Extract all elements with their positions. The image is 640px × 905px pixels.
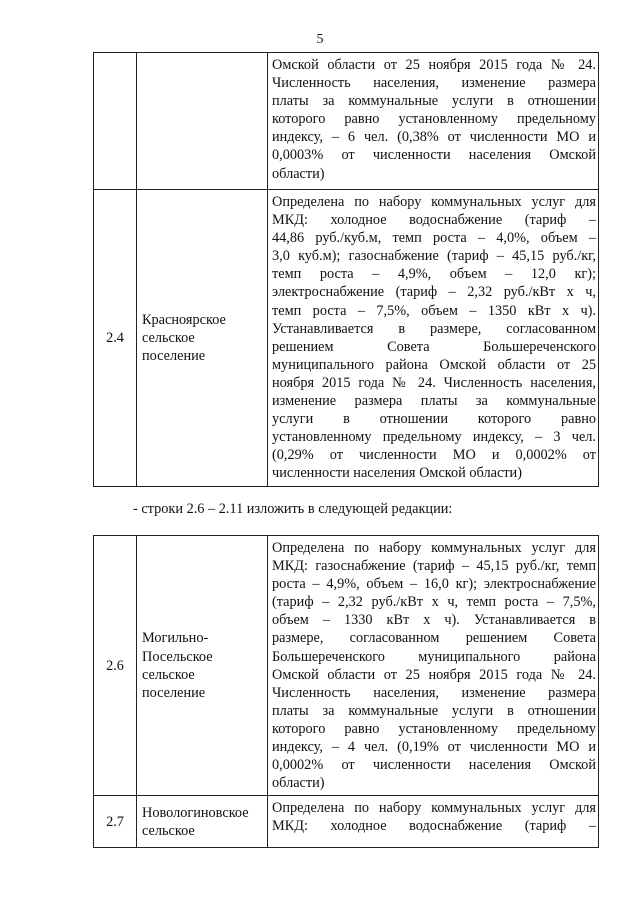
description-line: муниципального района Омской области от 25 (272, 356, 596, 373)
description-line: объем – 1330 кВт х ч). Устанавливается в (272, 612, 596, 629)
description-line: Устанавливается в размере, согласованном (272, 320, 596, 337)
description-line: 3,0 куб.м); газоснабжение (тариф – 45,15 руб./кг, (272, 248, 596, 265)
description-line: платы за коммунальные услуги в отношении (272, 93, 596, 110)
description-line: которого равно установленному предельному (272, 111, 596, 128)
description-line: Численность населения, изменение размера (272, 684, 596, 701)
description-line: области) (272, 165, 325, 182)
description-cell (268, 536, 599, 796)
table-row-continuation (94, 53, 599, 190)
page-number: 5 (316, 32, 324, 47)
description-line: индексу, – 4 чел. (0,19% от численности МО и (272, 739, 596, 756)
settlement-name-cell (137, 536, 268, 796)
description-line: Численность населения, изменение размера (272, 75, 596, 92)
settlement-name-line: поселение (142, 347, 206, 364)
description-line: темп роста – 7,5%, объем – 1350 кВт х ч). (272, 302, 596, 319)
municipal-table-top (93, 52, 599, 487)
description-line: Определена по набору коммунальных услуг для (272, 194, 596, 210)
row-number-cell: 2.7 (94, 796, 137, 848)
description-line: решением Совета Большереченского (272, 338, 596, 355)
table-row-2-4 (94, 190, 599, 487)
municipal-table-bottom (93, 535, 599, 848)
description-line: роста – 4,9%, объем – 16,0 кг); электроснабжение (272, 576, 596, 593)
row-number-cell: 2.6 (94, 536, 137, 796)
description-line: численности населения Омской области) (272, 465, 522, 482)
description-line: индексу, – 6 чел. (0,38% от численности МО и (272, 129, 596, 146)
description-line: платы за коммунальные услуги в отношении (272, 702, 596, 719)
description-line: МКД: газоснабжение (тариф – 45,15 руб./кг, темп (272, 558, 596, 575)
description-line: темп роста – 4,9%, объем – 12,0 кг); (272, 266, 596, 283)
description-cell (268, 796, 599, 848)
settlement-name-cell (137, 796, 268, 848)
description-line: МКД: холодное водоснабжение (тариф – (272, 818, 596, 835)
settlement-name-line: сельское (142, 822, 195, 839)
description-line: Большереченского муниципального района (272, 648, 596, 665)
description-line: Омской области от 25 ноября 2015 года № 24. (272, 666, 596, 683)
settlement-name-line: Новологиновское (142, 804, 249, 821)
table-row-2-7 (94, 796, 599, 848)
description-line: размере, согласованном решением Совета (272, 630, 596, 647)
description-line: Определена по набору коммунальных услуг для (272, 800, 596, 817)
description-line: которого равно установленному предельному (272, 720, 596, 737)
settlement-name-cell (137, 190, 268, 487)
settlement-name-line: поселение (142, 684, 206, 701)
settlement-name-line: сельское (142, 329, 195, 346)
settlement-name-line: Могильно- (142, 630, 209, 647)
row-number-cell: 2.4 (94, 190, 137, 487)
description-line: (0,29% от численности МО и 0,0002% от (272, 447, 596, 464)
description-line: области) (272, 775, 325, 792)
description-line: 0,0003% от численности населения Омской (272, 147, 596, 164)
settlement-name-cell (137, 53, 268, 190)
description-line: (тариф – 2,32 руб./кВт х ч, темп роста – 7,5%, (272, 594, 596, 611)
description-line: услуги в отношении которого равно (272, 411, 596, 428)
description-cell (268, 53, 599, 190)
description-line: Омской области от 25 ноября 2015 года № 24. (272, 57, 596, 73)
description-line: установленному предельному индексу, – 3 чел. (272, 429, 596, 446)
description-line: Определена по набору коммунальных услуг для (272, 540, 596, 556)
description-line: изменение размера платы за коммунальные (272, 393, 596, 410)
settlement-name-line: Посельское (142, 648, 213, 665)
settlement-name-line: Красноярское (142, 311, 226, 328)
description-cell (268, 190, 599, 487)
description-line: электроснабжение (тариф – 2,32 руб./кВт х ч, (272, 284, 596, 301)
row-number-cell (94, 53, 137, 190)
description-line: 0,0002% от численности населения Омской (272, 757, 596, 774)
description-line: ноября 2015 года № 24. Численность населения, (272, 374, 596, 391)
description-line: МКД: холодное водоснабжение (тариф – (272, 212, 596, 229)
table-row-2-6 (94, 536, 599, 796)
settlement-name-line: сельское (142, 666, 195, 683)
description-line: 44,86 руб./куб.м, темп роста – 4,0%, объем – (272, 230, 596, 247)
amendment-instruction: - строки 2.6 – 2.11 изложить в следующей редакции: (133, 501, 453, 517)
